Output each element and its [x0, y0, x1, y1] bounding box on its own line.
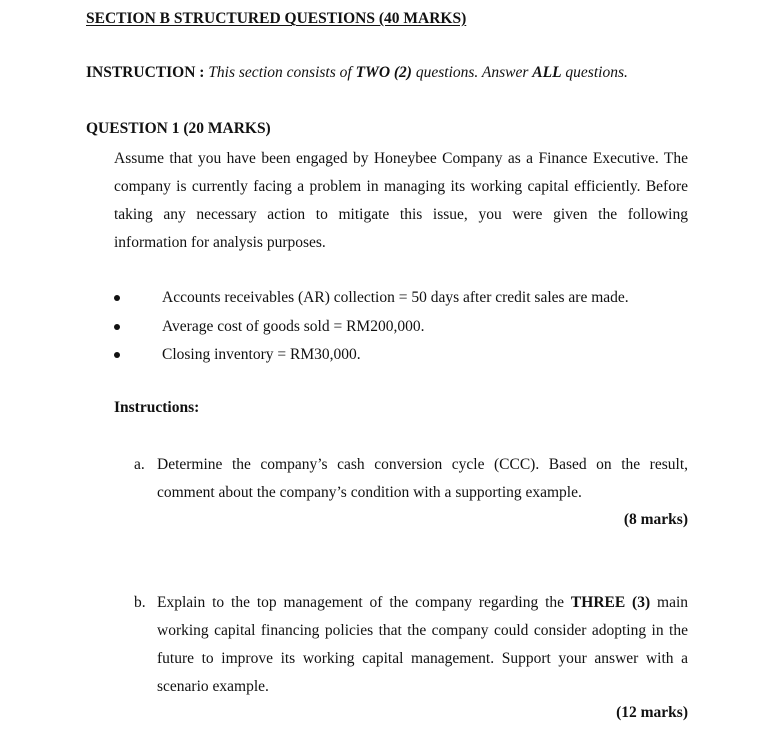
bullet-icon	[114, 295, 120, 301]
section-title: SECTION B STRUCTURED QUESTIONS (40 MARKS)	[86, 10, 467, 27]
part-b-line-1-bold: THREE (3)	[570, 594, 651, 611]
part-a-line: comment about the company’s condition with a supporting example.	[157, 484, 582, 501]
instruction-text-3: questions.	[565, 64, 628, 81]
part-a-line: Determine the company’s cash conversion cycle (CCC). Based on the result,	[157, 456, 688, 473]
part-b-line: working capital financing policies that the company could consider adopting in the	[157, 622, 688, 639]
part-b-line-1-pre: Explain to the top management of the company regarding the	[157, 594, 565, 611]
bullet-text: Accounts receivables (AR) collection = 50 days after credit sales are made.	[162, 289, 629, 306]
part-a-marks: (8 marks)	[623, 511, 688, 528]
question-1-title: QUESTION 1 (20 MARKS)	[86, 120, 271, 137]
bullet-text: Closing inventory = RM30,000.	[162, 346, 361, 363]
part-b-line: future to improve its working capital management. Support your answer with a	[157, 650, 688, 667]
part-b-marker: b.	[134, 594, 146, 611]
question-1-paragraph	[114, 145, 688, 257]
bullet-icon	[114, 352, 120, 358]
paragraph-line: information for analysis purposes.	[114, 234, 326, 251]
part-b-line: scenario example.	[157, 678, 269, 695]
bullet-text: Average cost of goods sold = RM200,000.	[162, 317, 425, 335]
paragraph-line: Assume that you have been engaged by Honeybee Company as a Finance Executive. The	[114, 150, 688, 167]
part-b-marks: (12 marks)	[616, 704, 688, 721]
instruction-label: INSTRUCTION :	[86, 64, 205, 81]
part-b-line	[157, 589, 688, 617]
instruction-bold-2: ALL	[532, 64, 562, 81]
part-a-body	[157, 451, 688, 507]
part-a-marker: a.	[134, 456, 145, 473]
instruction-text-1: This section consists of	[208, 64, 352, 81]
paragraph-line: taking any necessary action to mitigate this issue, you were given the following	[114, 206, 688, 223]
part-b-body	[157, 589, 688, 701]
bullet-icon	[114, 324, 120, 330]
paragraph-line: company is currently facing a problem in managing its working capital efficiently. Before	[114, 178, 688, 195]
part-b-line-1-post: main	[657, 594, 689, 611]
instruction-text-2: questions. Answer	[415, 64, 529, 81]
instruction-bold-1: TWO (2)	[355, 64, 412, 81]
instructions-heading: Instructions:	[114, 399, 200, 416]
instruction-line	[86, 64, 628, 82]
